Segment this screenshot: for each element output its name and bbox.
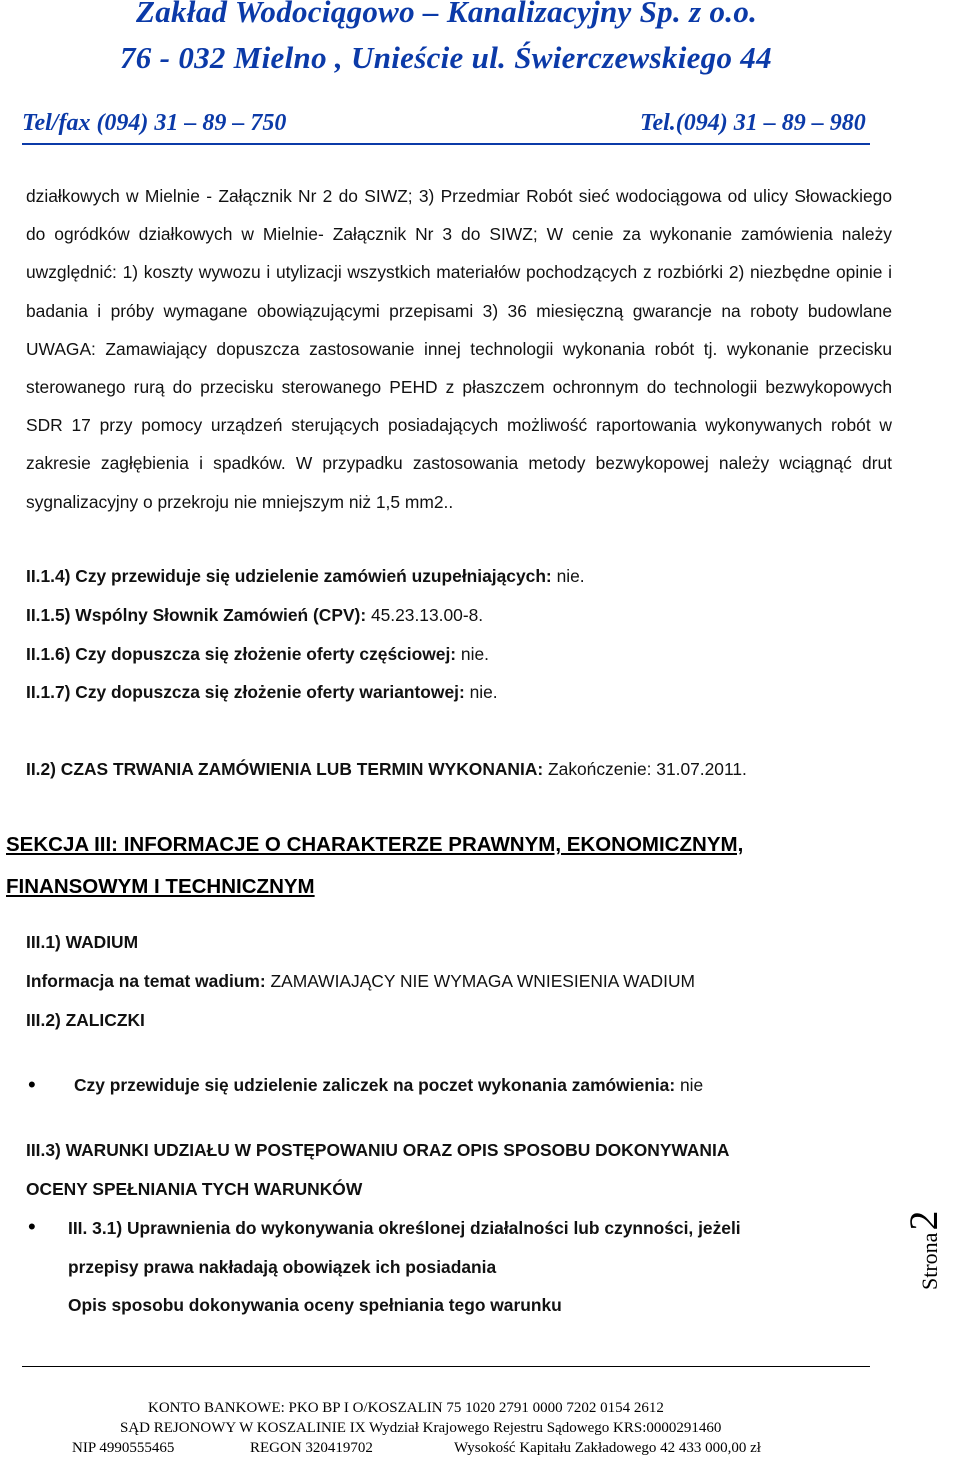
footer-court: SĄD REJONOWY W KOSZALINIE IX Wydział Krajowego Rejestru Sądowego KRS:0000291460 [120,1420,722,1436]
page-number: 2 [901,1210,946,1231]
company-name: Zakład Wodociągowo – Kanalizacyjny Sp. z o.o. [136,0,758,29]
zaliczki-question [74,1075,703,1096]
warunki-heading-1: III.3) WARUNKI UDZIAŁU W POSTĘPOWANIU ORAZ OPIS SPOSOBU DOKONYWANIA [26,1140,730,1160]
body-paragraph: działkowych w Mielnie - Załącznik Nr 2 do SIWZ; 3) Przedmiar Robót sieć wodociągowa od ulicy Słowackiego do ogródków działkowych w Mielnie- Załącznik Nr 3 do SIWZ; W cenie za wykonanie zamówienia należy uwzględnić: 1) koszty wywozu i utylizacji wszystkich materiałów pochodzących z rozbiórki 2) niezbędne opinie i badania i próby wymagane obowiązującymi przepisami 3) 36 miesięczną gwarancje na roboty budowlane UWAGA: Zamawiający dopuszcza zastosowanie innej technologii wykonania robót tj. wykonanie przecisku sterowanego rurą do przecisku sterowanego PEHD z płaszczem ochronnym do technologii bezwykopowych SDR 17 przy pomocy urządzeń sterujących posiadających możliwość raportowania wykonywanych robót w zakresie zagłębienia i spadków. W przypadku zastosowania metody bezwykopowej należy wciągnąć drut sygnalizacyjny o przekroju nie mniejszym niż 1,5 mm2.. [26,186,892,512]
zaliczki-heading: III.2) ZALICZKI [26,1010,145,1030]
section-3-title: SEKCJA III: INFORMACJE O CHARAKTERZE PRAWNYM, EKONOMICZNYM, FINANSOWYM I TECHNICZNYM [6,833,744,898]
item-label: II.1.7) Czy dopuszcza się złożenie oferty wariantowej: [26,682,465,702]
item-label: II.1.4) Czy przewiduje się udzielenie zamówień uzupełniających: [26,566,552,586]
zaliczki-label: Czy przewiduje się udzielenie zaliczek na poczet wykonania zamówienia: [74,1075,676,1095]
footer-nip: NIP 4990555465 [72,1440,175,1456]
termin-value: Zakończenie: 31.07.2011. [543,759,747,779]
item-label: II.1.5) Wspólny Słownik Zamówień (CPV): [26,605,367,625]
uprawnienia-line-1: III. 3.1) Uprawnienia do wykonywania określonej działalności lub czynności, jeżeli [68,1218,741,1238]
bullet-icon: • [28,1214,36,1239]
item-value: 45.23.13.00-8. [366,605,484,625]
zaliczki-value: nie [675,1075,704,1095]
uprawnienia-line-2: przepisy prawa nakładają obowiązek ich posiadania [68,1257,497,1277]
wadium-info [26,971,695,992]
termin-label: II.2) CZAS TRWANIA ZAMÓWIENIA LUB TERMIN WYKONANIA: [26,759,544,779]
footer-divider [22,1366,870,1367]
item-value: nie. [464,682,498,702]
page-word: Strona [917,1232,942,1290]
footer-regon: REGON 320419702 [250,1440,373,1456]
tel-number: Tel.(094) 31 – 89 – 980 [640,110,866,136]
item-ii-1-4 [26,566,585,587]
footer-capital: Wysokość Kapitału Zakładowego 42 433 000,00 zł [454,1440,761,1456]
wadium-label: Informacja na temat wadium: [26,971,266,991]
telfax-number: Tel/fax (094) 31 – 89 – 750 [22,110,287,136]
item-ii-2 [26,759,747,780]
header-divider [22,143,870,145]
warunki-heading-2: OCENY SPEŁNIANIA TYCH WARUNKÓW [26,1179,363,1199]
item-value: nie. [456,644,489,664]
footer-bank-account: KONTO BANKOWE: PKO BP I O/KOSZALIN 75 1020 2791 0000 7202 0154 2612 [148,1400,664,1416]
item-ii-1-5 [26,605,483,626]
item-ii-1-6 [26,644,489,665]
page-number-label [900,1190,960,1290]
wadium-heading: III.1) WADIUM [26,932,139,952]
opis-sposobu: Opis sposobu dokonywania oceny spełniania tego warunku [68,1295,562,1315]
company-address: 76 - 032 Mielno , Unieście ul. Świerczewskiego 44 [120,40,772,75]
item-value: nie. [551,566,585,586]
bullet-icon: • [28,1072,36,1097]
wadium-value: ZAMAWIAJĄCY NIE WYMAGA WNIESIENIA WADIUM [265,971,695,991]
item-ii-1-7 [26,682,498,703]
item-label: II.1.6) Czy dopuszcza się złożenie oferty częściowej: [26,644,457,664]
